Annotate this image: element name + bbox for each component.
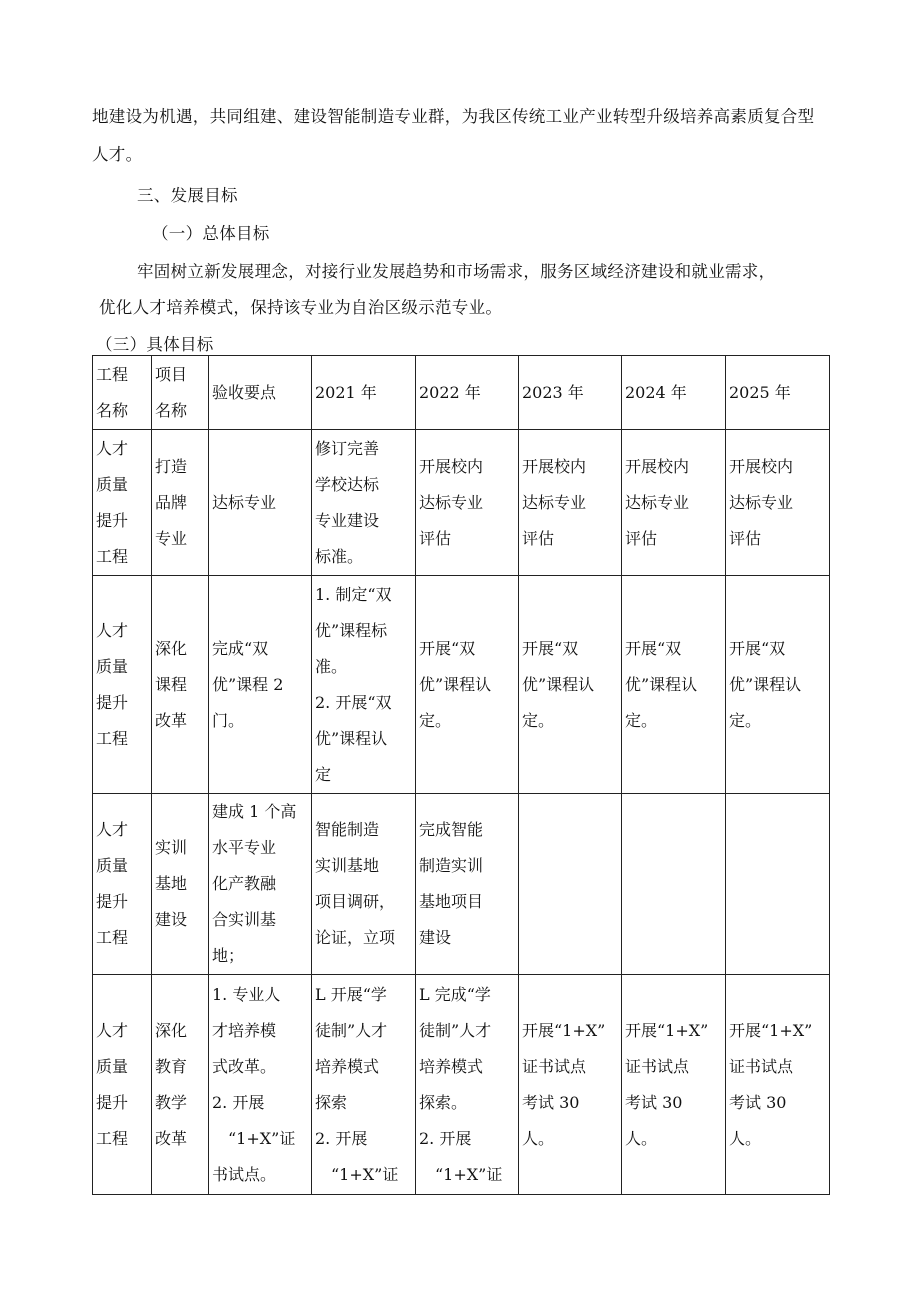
table-cell: [416, 794, 519, 975]
cell-text-line: 质量: [96, 474, 129, 494]
cell-text-line: 达标专业: [522, 492, 587, 512]
paragraph-line: 牢固树立新发展理念，对接行业发展趋势和市场需求，服务区域经济建设和就业需求，: [137, 262, 776, 281]
cell-text-line: 基地: [155, 874, 188, 893]
cell-text-line: 打造: [155, 456, 188, 476]
cell-text-line: 人才: [96, 438, 129, 458]
cell-text-line: 提升: [96, 892, 129, 911]
table-cell: [726, 430, 830, 576]
cell-text-line: 开展“双: [625, 638, 682, 658]
cell-text-line: 地；: [212, 946, 245, 965]
cell-text-line: 质量: [96, 856, 129, 875]
cell-text-line: 定。: [522, 710, 555, 730]
cell-text-line: “1+X”证: [435, 1164, 503, 1184]
cell-text-line: L 开展“学: [315, 984, 387, 1004]
cell-text-line: 考试 30: [625, 1092, 683, 1112]
cell-text-line: 改革: [155, 1128, 188, 1148]
cell-text-line: 开展校内: [729, 456, 794, 476]
cell-text-line: 评估: [522, 528, 555, 548]
cell-text-line: 工程: [96, 928, 129, 947]
cell-text-line: 开展“1+X”: [625, 1020, 709, 1040]
cell-text-line: 深化: [155, 1020, 188, 1040]
table-cell: [312, 794, 416, 975]
cell-text-line: 探索: [315, 1092, 348, 1112]
table-cell: [209, 975, 312, 1195]
cell-text-line: 建设: [155, 910, 188, 929]
cell-text-line: 2023 年: [522, 382, 584, 402]
table-cell: [519, 975, 622, 1195]
cell-text-line: 门。: [212, 710, 245, 730]
cell-text-line: 优”课程认: [419, 674, 492, 694]
cell-text-line: 优”课程认: [522, 674, 595, 694]
cell-text-line: 1. 专业人: [212, 984, 281, 1004]
cell-text-line: 2021 年: [315, 382, 377, 402]
cell-text-line: 开展校内: [522, 456, 587, 476]
cell-text-line: 开展“双: [729, 638, 786, 658]
cell-text-line: 达标专业: [419, 492, 484, 512]
table-cell: [726, 576, 830, 794]
table-cell: [312, 975, 416, 1195]
table-cell: [519, 576, 622, 794]
cell-text-line: 工程: [96, 1128, 129, 1148]
table-cell: [93, 794, 152, 975]
cell-text-line: 智能制造: [315, 820, 380, 839]
cell-text-line: 开展校内: [419, 456, 484, 476]
cell-text-line: 完成“双: [212, 638, 269, 658]
cell-text-line: “1+X”证: [331, 1164, 399, 1184]
cell-text-line: 建设: [419, 928, 452, 947]
cell-text-line: 课程: [155, 674, 188, 694]
cell-text-line: 优”课程标: [315, 620, 388, 640]
table-row: [93, 430, 830, 576]
cell-text-line: 培养模式: [419, 1056, 484, 1076]
cell-text-line: 质量: [96, 656, 129, 676]
cell-text-line: 修订完善: [315, 438, 380, 458]
cell-text-line: 深化: [155, 638, 188, 658]
cell-text-line: 评估: [419, 528, 452, 548]
cell-text-line: 开展“1+X”: [729, 1020, 813, 1040]
cell-text-line: 改革: [155, 710, 188, 730]
cell-text-line: 2022 年: [419, 382, 481, 402]
cell-text-line: 考试 30: [729, 1092, 787, 1112]
cell-text-line: 工程: [96, 364, 129, 384]
cell-text-line: 2024 年: [625, 382, 687, 402]
cell-text-line: 制造实训: [419, 856, 484, 875]
table-row: [93, 794, 830, 975]
cell-text-line: 优”课程 2: [212, 674, 284, 694]
cell-text-line: 达标专业: [212, 492, 277, 512]
cell-text-line: 品牌: [155, 492, 188, 512]
table-cell: [152, 430, 209, 576]
cell-text-line: 提升: [96, 510, 129, 530]
paragraph-line: 地建设为机遇，共同组建、建设智能制造专业群，为我区传统工业产业转型升级培养高素质复合型: [92, 107, 815, 126]
table-row: [93, 576, 830, 794]
table-cell: [93, 975, 152, 1195]
cell-text-line: 达标专业: [729, 492, 794, 512]
cell-text-line: 提升: [96, 1092, 129, 1112]
header-cell: [519, 356, 622, 430]
cell-text-line: 实训: [155, 838, 188, 857]
cell-text-line: 学校达标: [315, 474, 380, 494]
table-cell: [622, 975, 726, 1195]
header-cell: [209, 356, 312, 430]
cell-text-line: 书试点。: [212, 1164, 277, 1184]
table-cell: [726, 975, 830, 1195]
cell-text-line: 2. 开展“双: [315, 692, 392, 712]
table-cell: [152, 794, 209, 975]
paragraph-line: 优化人才培养模式，保持该专业为自治区级示范专业。: [99, 298, 503, 317]
cell-text-line: 专业: [155, 528, 188, 548]
cell-text-line: 项目调研，: [315, 892, 396, 911]
cell-text-line: 名称: [155, 400, 188, 420]
cell-text-line: 开展“1+X”: [522, 1020, 606, 1040]
subsection-heading: （一）总体目标: [152, 224, 270, 243]
cell-text-line: 证书试点: [522, 1056, 587, 1076]
section-heading: 三、发展目标: [137, 186, 238, 205]
table-cell: [209, 576, 312, 794]
cell-text-line: 质量: [96, 1056, 129, 1076]
cell-text-line: 标准。: [315, 546, 364, 566]
table-cell: [416, 975, 519, 1195]
table-cell: [93, 430, 152, 576]
cell-text-line: 2. 开展: [315, 1128, 368, 1148]
cell-text-line: 评估: [625, 528, 658, 548]
cell-text-line: 证书试点: [729, 1056, 794, 1076]
table-cell: [152, 576, 209, 794]
cell-text-line: 评估: [729, 528, 762, 548]
cell-text-line: 1. 制定“双: [315, 584, 392, 604]
cell-text-line: 教学: [155, 1092, 188, 1112]
cell-text-line: 优”课程认: [625, 674, 698, 694]
goals-table: [92, 355, 830, 1195]
cell-text-line: 2. 开展: [212, 1092, 265, 1112]
cell-text-line: 培养模式: [315, 1056, 380, 1076]
cell-text-line: 徒制”人才: [419, 1020, 492, 1040]
cell-text-line: 才培养模: [212, 1020, 277, 1040]
cell-text-line: 建成 1 个高: [212, 802, 297, 821]
table-cell: [519, 794, 622, 975]
cell-text-line: L 完成“学: [419, 984, 491, 1004]
table-cell: [726, 794, 830, 975]
cell-text-line: 人才: [96, 820, 129, 839]
header-cell: [622, 356, 726, 430]
cell-text-line: 开展“双: [419, 638, 476, 658]
table-cell: [519, 430, 622, 576]
cell-text-line: 完成智能: [419, 820, 484, 839]
cell-text-line: 项目: [155, 364, 188, 384]
cell-text-line: 化产教融: [212, 874, 277, 893]
table-row: [93, 975, 830, 1195]
table-cell: [622, 576, 726, 794]
cell-text-line: 优”课程认: [315, 728, 388, 748]
table-cell: [416, 430, 519, 576]
cell-text-line: 定。: [625, 710, 658, 730]
cell-text-line: 准。: [315, 656, 348, 676]
cell-text-line: 论证，立项: [315, 928, 396, 947]
cell-text-line: 定。: [419, 710, 452, 730]
cell-text-line: 开展“双: [522, 638, 579, 658]
cell-text-line: 水平专业: [212, 838, 277, 857]
cell-text-line: 定: [315, 764, 332, 784]
table-cell: [622, 430, 726, 576]
header-cell: [416, 356, 519, 430]
header-cell: [726, 356, 830, 430]
cell-text-line: 基地项目: [419, 892, 484, 911]
cell-text-line: 开展校内: [625, 456, 690, 476]
table-cell: [152, 975, 209, 1195]
cell-text-line: 式改革。: [212, 1056, 277, 1076]
header-cell: [312, 356, 416, 430]
table-header-row: [93, 356, 830, 430]
cell-text-line: 2. 开展: [419, 1128, 472, 1148]
cell-text-line: 2025 年: [729, 382, 791, 402]
cell-text-line: 人。: [729, 1128, 762, 1148]
cell-text-line: 探索。: [419, 1092, 468, 1112]
cell-text-line: 人才: [96, 1020, 129, 1040]
cell-text-line: 人。: [625, 1128, 658, 1148]
cell-text-line: 名称: [96, 400, 129, 420]
cell-text-line: 实训基地: [315, 856, 380, 875]
cell-text-line: 工程: [96, 728, 129, 748]
cell-text-line: 人。: [522, 1128, 555, 1148]
cell-text-line: 教育: [155, 1056, 188, 1076]
table-cell: [312, 576, 416, 794]
table-cell: [93, 576, 152, 794]
cell-text-line: 合实训基: [212, 910, 277, 929]
cell-text-line: 提升: [96, 692, 129, 712]
table-cell: [416, 576, 519, 794]
header-cell: [93, 356, 152, 430]
cell-text-line: 优”课程认: [729, 674, 802, 694]
cell-text-line: 专业建设: [315, 510, 380, 530]
cell-text-line: 验收要点: [212, 382, 277, 402]
cell-text-line: 定。: [729, 710, 762, 730]
table-cell: [209, 430, 312, 576]
table-cell: [209, 794, 312, 975]
cell-text-line: 考试 30: [522, 1092, 580, 1112]
cell-text-line: 人才: [96, 620, 129, 640]
cell-text-line: 工程: [96, 546, 129, 566]
subsection-heading: （三）具体目标: [96, 335, 214, 354]
table-cell: [312, 430, 416, 576]
cell-text-line: 证书试点: [625, 1056, 690, 1076]
paragraph-line: 人才。: [92, 145, 143, 164]
cell-text-line: 徒制”人才: [315, 1020, 388, 1040]
table-cell: [622, 794, 726, 975]
cell-text-line: “1+X”证: [228, 1128, 296, 1148]
header-cell: [152, 356, 209, 430]
cell-text-line: 达标专业: [625, 492, 690, 512]
